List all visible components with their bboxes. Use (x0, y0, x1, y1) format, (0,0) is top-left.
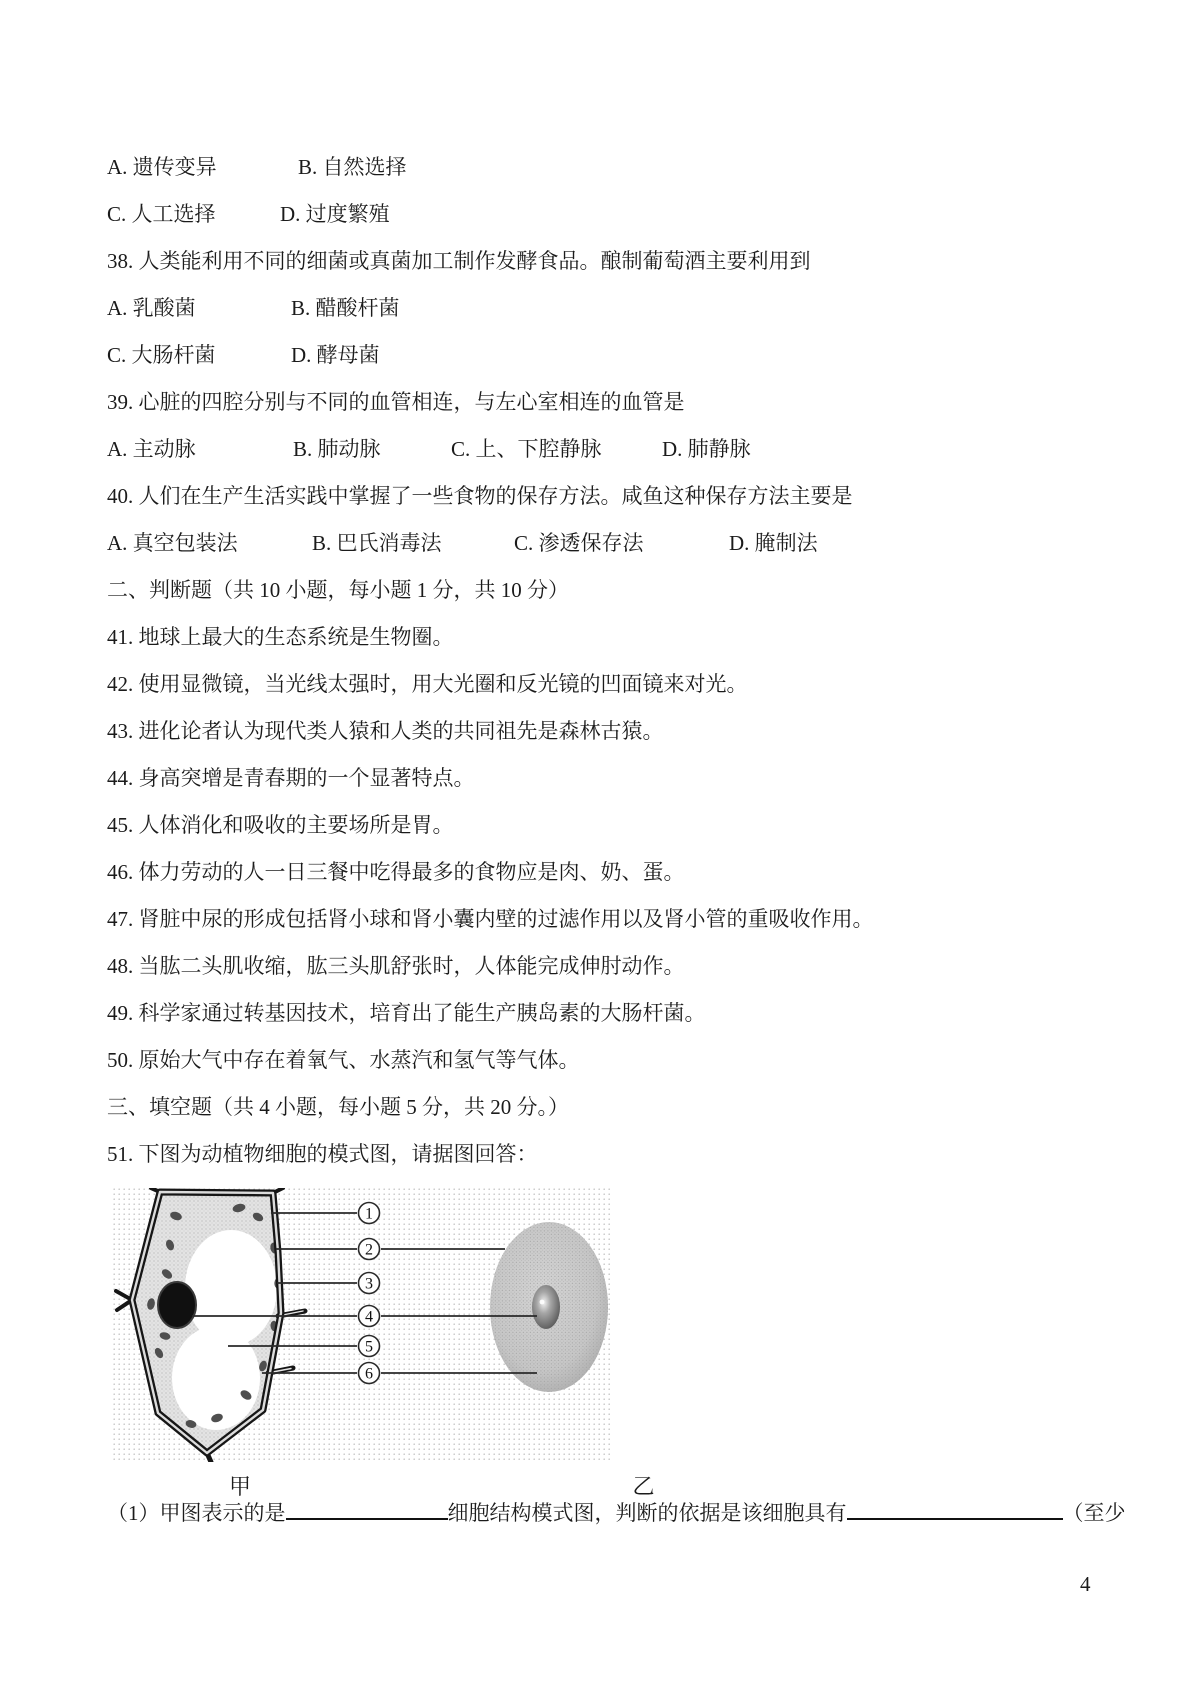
callout-5 (359, 1336, 380, 1357)
option-38-c: C. 大肠杆菌 (107, 343, 216, 367)
q38-options-row2 (107, 342, 1140, 368)
q51-sub1-part2: 细胞结构模式图，判断的依据是该细胞具有 (447, 1501, 847, 1525)
option-39-d: D. 肺静脉 (662, 437, 751, 461)
blank-line-1 (286, 1502, 448, 1520)
svg-text:1: 1 (365, 1205, 373, 1223)
q39-options-row (107, 436, 1140, 462)
q40-options-row (107, 530, 1140, 556)
option-40-b: B. 巴氏消毒法 (312, 531, 442, 555)
q38-options-row1 (107, 295, 1140, 321)
judgment-44: 44. 身高突增是青春期的一个显著特点。 (107, 766, 475, 790)
judgment-43: 43. 进化论者认为现代类人猿和人类的共同祖先是森林古猿。 (107, 719, 664, 743)
judgment-48: 48. 当肱二头肌收缩，肱三头肌舒张时，人体能完成伸肘动作。 (107, 954, 685, 978)
callout-4 (359, 1306, 380, 1327)
q38-stem: 38. 人类能利用不同的细菌或真菌加工制作发酵食品。酿制葡萄酒主要利用到 (107, 249, 811, 273)
option-37-c: C. 人工选择 (107, 202, 216, 226)
judgment-47: 47. 肾脏中尿的形成包括肾小球和肾小囊内壁的过滤作用以及肾小管的重吸收作用。 (107, 907, 874, 931)
callout-3 (359, 1273, 380, 1294)
figure-labels-row (107, 1474, 1140, 1500)
judgment-49: 49. 科学家通过转基因技术，培育出了能生产胰岛素的大肠杆菌。 (107, 1001, 706, 1025)
judgment-50: 50. 原始大气中存在着氧气、水蒸汽和氢气等气体。 (107, 1048, 580, 1072)
blank-line-2 (847, 1502, 1063, 1520)
option-40-a: A. 真空包装法 (107, 531, 238, 555)
q51-sub1-part3: （至少 (1062, 1501, 1126, 1525)
option-40-c: C. 渗透保存法 (514, 531, 644, 555)
cell-diagram-svg (113, 1188, 610, 1462)
q37-options-row2 (107, 201, 1140, 227)
callout-6 (359, 1363, 380, 1384)
callout-2 (359, 1239, 380, 1260)
callout-1 (359, 1203, 380, 1224)
q51-stem: 51. 下图为动植物细胞的模式图，请据图回答： (107, 1142, 538, 1166)
judgment-45: 45. 人体消化和吸收的主要场所是胃。 (107, 813, 454, 837)
svg-text:3: 3 (365, 1275, 373, 1293)
option-37-b: B. 自然选择 (298, 155, 407, 179)
svg-text:4: 4 (365, 1308, 373, 1326)
option-39-a: A. 主动脉 (107, 437, 196, 461)
plant-cell-nucleus (158, 1282, 196, 1328)
page-number: 4 (1080, 1572, 1091, 1596)
svg-text:6: 6 (365, 1365, 373, 1383)
section2-heading: 二、判断题（共 10 小题，每小题 1 分，共 10 分） (107, 578, 569, 602)
q39-stem: 39. 心脏的四腔分别与不同的血管相连，与左心室相连的血管是 (107, 390, 685, 414)
option-37-d: D. 过度繁殖 (280, 202, 390, 226)
q51-sub1-line (107, 1500, 1140, 1526)
animal-cell-nucleus (532, 1285, 560, 1329)
section3-heading: 三、填空题（共 4 小题，每小题 5 分，共 20 分。） (107, 1095, 569, 1119)
option-39-c: C. 上、下腔静脉 (451, 437, 602, 461)
cell-diagram-figure (113, 1188, 1140, 1462)
judgment-46: 46. 体力劳动的人一日三餐中吃得最多的食物应是肉、奶、蛋。 (107, 860, 685, 884)
figure-label-jia: 甲 (229, 1474, 252, 1499)
option-37-a: A. 遗传变异 (107, 155, 217, 179)
option-39-b: B. 肺动脉 (293, 437, 381, 461)
q37-options-row1 (107, 154, 1140, 180)
svg-text:2: 2 (365, 1241, 373, 1259)
option-38-d: D. 酵母菌 (291, 343, 380, 367)
option-40-d: D. 腌制法 (729, 531, 818, 555)
animal-cell (490, 1222, 608, 1392)
q51-sub1-part1: （1）甲图表示的是 (107, 1501, 286, 1525)
figure-label-yi: 乙 (632, 1474, 655, 1499)
option-38-b: B. 醋酸杆菌 (291, 296, 400, 320)
svg-text:5: 5 (365, 1338, 373, 1356)
option-38-a: A. 乳酸菌 (107, 296, 196, 320)
judgment-41: 41. 地球上最大的生态系统是生物圈。 (107, 625, 454, 649)
q40-stem: 40. 人们在生产生活实践中掌握了一些食物的保存方法。咸鱼这种保存方法主要是 (107, 484, 853, 508)
plant-cell-vacuole (185, 1230, 277, 1346)
judgment-42: 42. 使用显微镜，当光线太强时，用大光圈和反光镜的凹面镜来对光。 (107, 672, 748, 696)
